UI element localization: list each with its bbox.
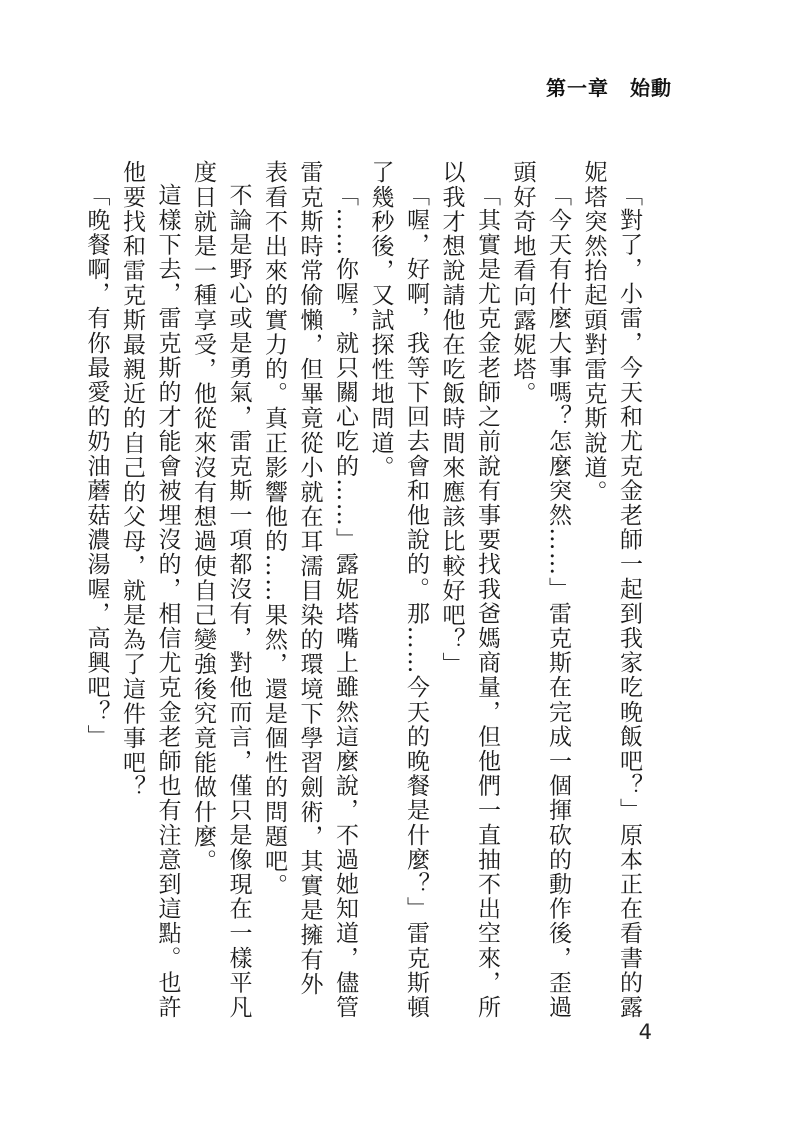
paragraph: 這樣下去，雷克斯的才能會被埋沒的，相信尤克金老師也有注意到這點。也許他要找和雷克斯最親近的自己的父母，就是為了這件事吧？ bbox=[119, 160, 181, 1020]
paragraph: 「其實是尤克金老師之前說有事要找我爸媽商量，但他們一直抽不出空來，所以我才想說請他在吃飯時間來應該比較好吧？」 bbox=[438, 160, 500, 1020]
chapter-header: 第一章 始動 bbox=[546, 76, 672, 100]
paragraph: 「今天有什麼大事嗎？怎麼突然……」雷克斯在完成一個揮砍的動作後，歪過頭好奇地看向露妮塔。 bbox=[509, 160, 571, 1020]
paragraph: 不論是野心或是勇氣，雷克斯一項都沒有，對他而言，僅只是像現在一樣平凡度日就是一種享受，他從來沒有想過使自己變強後究竟能做什麼。 bbox=[190, 160, 252, 1020]
paragraph: 「晚餐啊，有你最愛的奶油蘑菇濃湯喔，高興吧？」 bbox=[83, 183, 110, 749]
paragraph: 「喔，好啊，我等下回去會和他說的。那……今天的晚餐是什麼？」雷克斯頓了幾秒後，又試探性地問道。 bbox=[367, 160, 429, 1020]
paragraph: 「……你喔，就只關心吃的……」露妮塔嘴上雖然這麼說，不過她知道，儘管雷克斯時常偷懶，但畢竟從小就在耳濡目染的環境下學習劍術，其實是擁有外表看不出來的實力的。真正影響他的……果然，還是個性的問題吧。 bbox=[261, 160, 358, 1020]
paragraph: 「對了，小雷，今天和尤克金老師一起到我家吃晚飯吧？」原本正在看書的露妮塔突然抬起頭對雷克斯說道。 bbox=[580, 160, 642, 1020]
body-text bbox=[78, 160, 646, 1020]
page-number: 4 bbox=[638, 1020, 652, 1044]
